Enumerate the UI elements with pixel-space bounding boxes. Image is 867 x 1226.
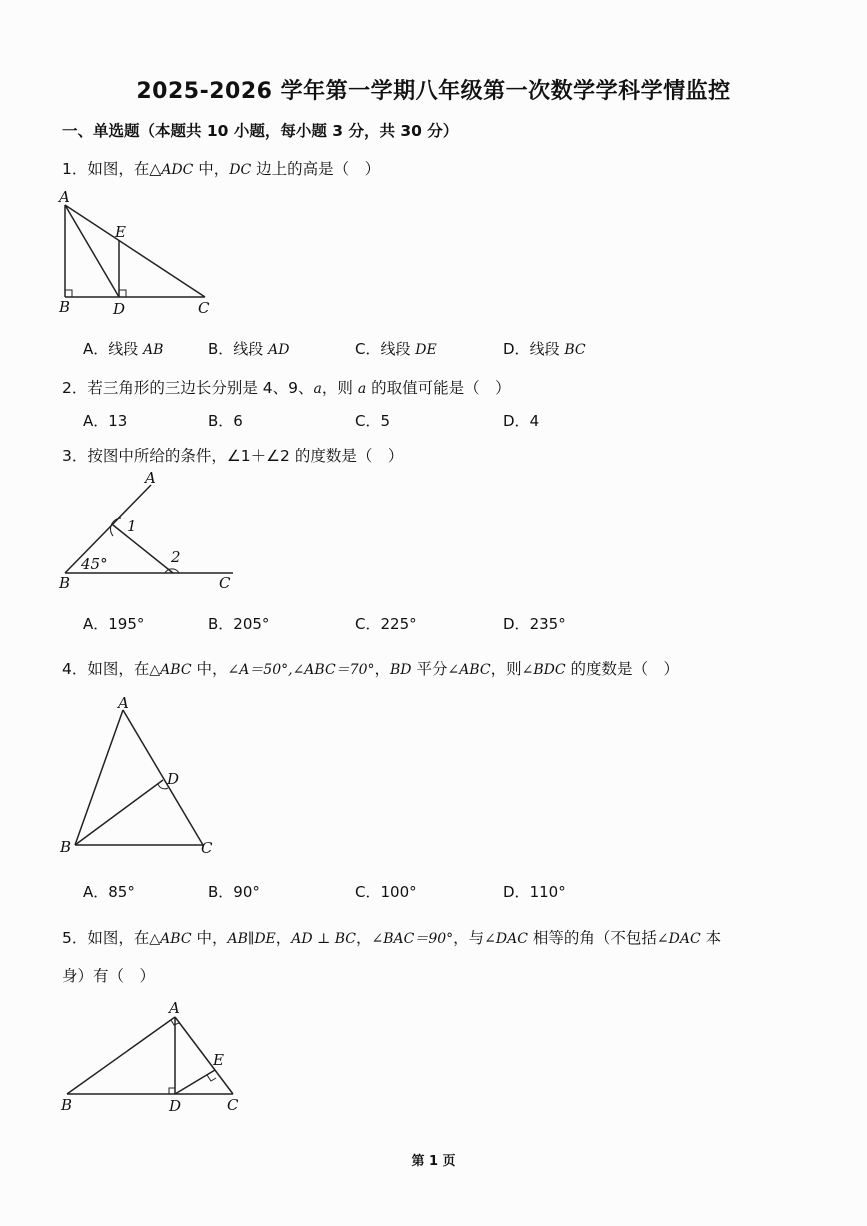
q4-label-a: A — [118, 694, 129, 712]
q4-label-d: D — [167, 770, 180, 788]
q4-label-c: C — [201, 839, 213, 857]
q4-option-b[interactable]: B．90° — [208, 883, 260, 901]
page-title: 2025-2026 学年第一学期八年级第一次数学学科学情监控 — [136, 79, 731, 104]
q4-option-d[interactable]: D．110° — [503, 883, 566, 901]
q1-text-b: 中， — [193, 160, 230, 178]
q1-label-d: D — [113, 300, 126, 318]
question-1 — [62, 157, 380, 179]
q1-number: 1． — [62, 160, 88, 178]
q3-label-1: 1 — [127, 517, 137, 535]
q4-figure — [55, 692, 225, 862]
page-number: 第 1 页 — [411, 1154, 456, 1169]
q3-option-b[interactable]: B．205° — [208, 615, 270, 633]
q1-text-a: 如图，在 — [87, 160, 150, 178]
q1-triangle-symbol: △ — [149, 160, 162, 178]
q5-label-e: E — [213, 1051, 224, 1069]
q2-option-d[interactable]: D．4 — [503, 412, 540, 430]
question-4: 4．如图，在△ABC 中，∠A＝50°,∠ABC＝70°，BD 平分∠ABC，则∠BDC 的度数是（ ） — [62, 660, 679, 678]
q1-label-c: C — [198, 299, 210, 317]
q1-var-adc: ADC — [161, 162, 194, 178]
question-2: 2．若三角形的三边长分别是 4、9、a，则 a 的取值可能是（ ） — [62, 379, 511, 397]
q3-figure — [55, 470, 245, 595]
q4-option-a[interactable]: A．85° — [83, 883, 135, 901]
q5-label-d: D — [169, 1097, 182, 1115]
q3-label-b: B — [59, 574, 71, 592]
q3-label-c: C — [219, 574, 231, 592]
q1-label-e: E — [115, 223, 126, 241]
q4-option-c[interactable]: C．100° — [355, 883, 417, 901]
q5-label-b: B — [61, 1096, 73, 1114]
q3-option-c[interactable]: C．225° — [355, 615, 417, 633]
q1-label-a: A — [59, 188, 70, 206]
q1-var-dc: DC — [229, 162, 252, 178]
q3-option-d[interactable]: D．235° — [503, 615, 566, 633]
q2-option-b[interactable]: B．6 — [208, 412, 243, 430]
q2-option-a[interactable]: A．13 — [83, 412, 128, 430]
q1-option-b[interactable]: B．线段 AD — [208, 340, 290, 358]
q1-option-a[interactable]: A．线段 AB — [83, 340, 164, 358]
q1-option-d[interactable]: D．线段 BC — [503, 340, 586, 358]
q3-label-45: 45° — [81, 555, 108, 573]
question-3: 3．按图中所给的条件，∠1＋∠2 的度数是（ ） — [62, 447, 404, 465]
q3-label-a: A — [145, 469, 156, 487]
q1-figure — [55, 190, 225, 320]
q5-label-a: A — [169, 999, 180, 1017]
q3-label-2: 2 — [171, 548, 181, 566]
q2-option-c[interactable]: C．5 — [355, 412, 391, 430]
q1-text-c: 边上的高是（ ） — [251, 160, 381, 178]
q5-label-c: C — [227, 1096, 239, 1114]
question-5-line-2: 身）有（ ） — [62, 967, 156, 985]
section-heading: 一、单选题（本题共 10 小题，每小题 3 分，共 30 分） — [62, 122, 459, 140]
question-5: 5．如图，在△ABC 中，AB∥DE，AD ⊥ BC，∠BAC＝90°，与∠DAC 相等的角（不包括∠DAC 本 — [62, 929, 722, 947]
q5-figure — [55, 995, 255, 1120]
q1-label-b: B — [59, 298, 71, 316]
q4-label-b: B — [60, 838, 72, 856]
q1-option-c[interactable]: C．线段 DE — [355, 340, 437, 358]
q2-var-a: a — [313, 381, 322, 397]
q3-option-a[interactable]: A．195° — [83, 615, 145, 633]
